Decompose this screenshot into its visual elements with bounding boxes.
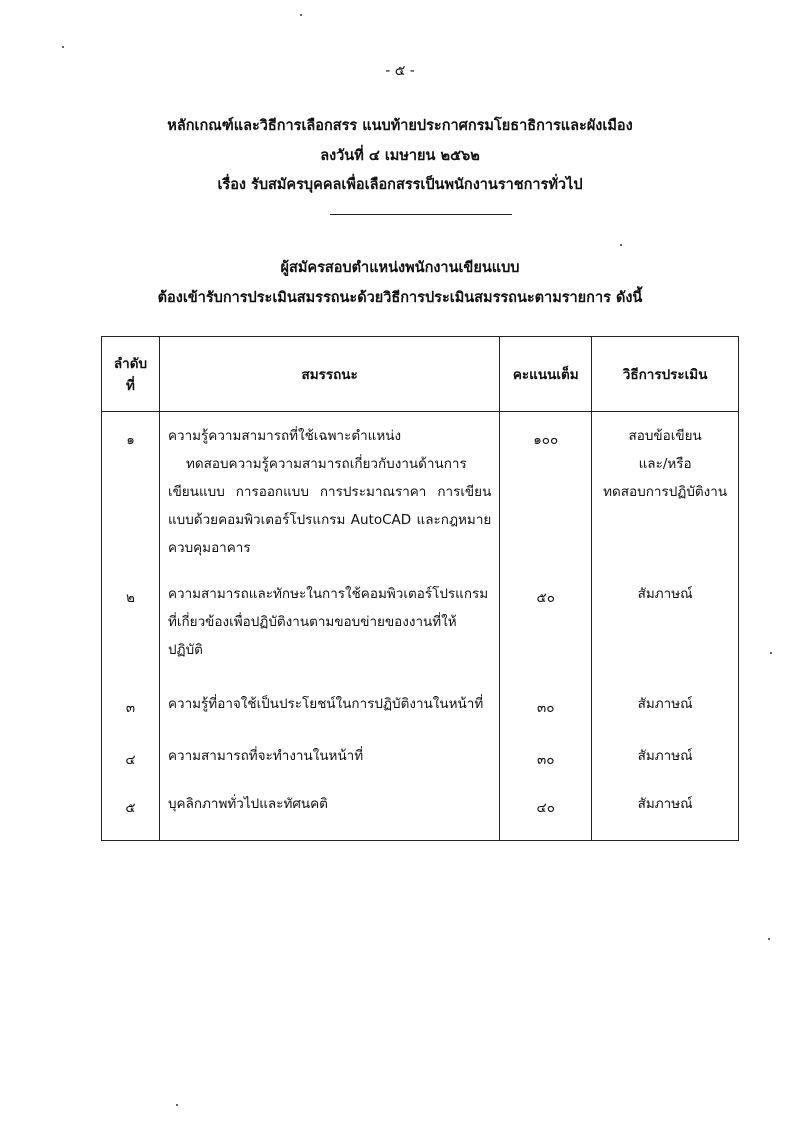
row-competency: บุคลิกภาพทั่วไปและทัศนคติ: [159, 786, 499, 841]
row-method: สัมภาษณ์: [592, 738, 739, 786]
row-no: ๑: [102, 412, 160, 575]
row-competency: ความสามารถและทักษะในการใช้คอมพิวเตอร์โปรแกรมที่เกี่ยวข้องเพื่อปฏิบัติงานตามขอบข่ายของงานที่ให้ปฏิบัติ: [159, 574, 499, 684]
header-title: หลักเกณฑ์และวิธีการเลือกสรร แนบท้ายประกาศกรมโยธาธิการและผังเมือง: [167, 118, 633, 134]
row-competency: ความสามารถที่จะทำงานในหน้าที่: [159, 738, 499, 786]
header-method: วิธีการประเมิน: [592, 337, 739, 412]
header-score: คะแนนเต็ม: [500, 337, 592, 412]
row-score: ๕๐: [500, 574, 592, 684]
assessment-intro: ต้องเข้ารับการประเมินสมรรถนะด้วยวิธีการประเมินสมรรถนะตามรายการ ดังนี้: [157, 290, 643, 306]
row-score: ๓๐: [500, 738, 592, 786]
row-no: ๒: [102, 574, 160, 684]
row-no: ๔: [102, 738, 160, 786]
scan-speck: [176, 1104, 178, 1106]
row-competency: ความรู้ที่อาจใช้เป็นประโยชน์ในการปฏิบัติงานในหน้าที่: [159, 684, 499, 738]
table-row: [102, 738, 739, 786]
row-no: ๓: [102, 684, 160, 738]
row-no: ๕: [102, 786, 160, 841]
scan-speck: [768, 938, 770, 940]
table-row: [102, 574, 739, 684]
header-subject: เรื่อง รับสมัครบุคคลเพื่อเลือกสรรเป็นพนักงานราชการทั่วไป: [217, 177, 583, 193]
header-no-line2: ที่: [126, 378, 135, 394]
header-no: [102, 337, 160, 412]
method-line: และ/หรือ: [638, 456, 692, 472]
competency-detail: ทดสอบความรู้ความสามารถเกี่ยวกับงานด้านการเขียนแบบ การออกแบบ การประมาณราคา การเขียนแบบด้วยคอมพิวเตอร์โปรแกรม AutoCAD และกฎหมายควบคุมอาคาร: [167, 456, 492, 556]
row-score: ๓๐: [500, 684, 592, 738]
header-divider: [330, 214, 512, 215]
scan-speck: [62, 46, 64, 48]
competency-table: [101, 336, 739, 841]
competency-title: ความรู้ความสามารถที่ใช้เฉพาะตำแหน่ง: [167, 428, 402, 444]
table-row: [102, 684, 739, 738]
row-method: สัมภาษณ์: [592, 574, 739, 684]
table-row: [102, 412, 739, 575]
header-no-line1: ลำดับ: [113, 356, 148, 372]
header-competency: สมรรถนะ: [159, 337, 499, 412]
header-date: ลงวันที่ ๔ เมษายน ๒๕๖๒: [320, 148, 480, 164]
row-method: สัมภาษณ์: [592, 684, 739, 738]
method-line: ทดสอบการปฏิบัติงาน: [603, 484, 728, 500]
scan-speck: [770, 652, 772, 654]
row-method: [592, 412, 739, 575]
row-score: ๔๐: [500, 786, 592, 841]
table-row: [102, 786, 739, 841]
scan-speck: [300, 14, 302, 16]
position-title: ผู้สมัครสอบตำแหน่งพนักงานเขียนแบบ: [280, 260, 520, 276]
method-line: สอบข้อเขียน: [628, 428, 702, 444]
page-number: - ๕ -: [385, 63, 415, 79]
row-competency: [159, 412, 499, 575]
row-method: สัมภาษณ์: [592, 786, 739, 841]
row-score: ๑๐๐: [500, 412, 592, 575]
scan-speck: [620, 244, 622, 246]
table-header-row: [102, 337, 739, 412]
